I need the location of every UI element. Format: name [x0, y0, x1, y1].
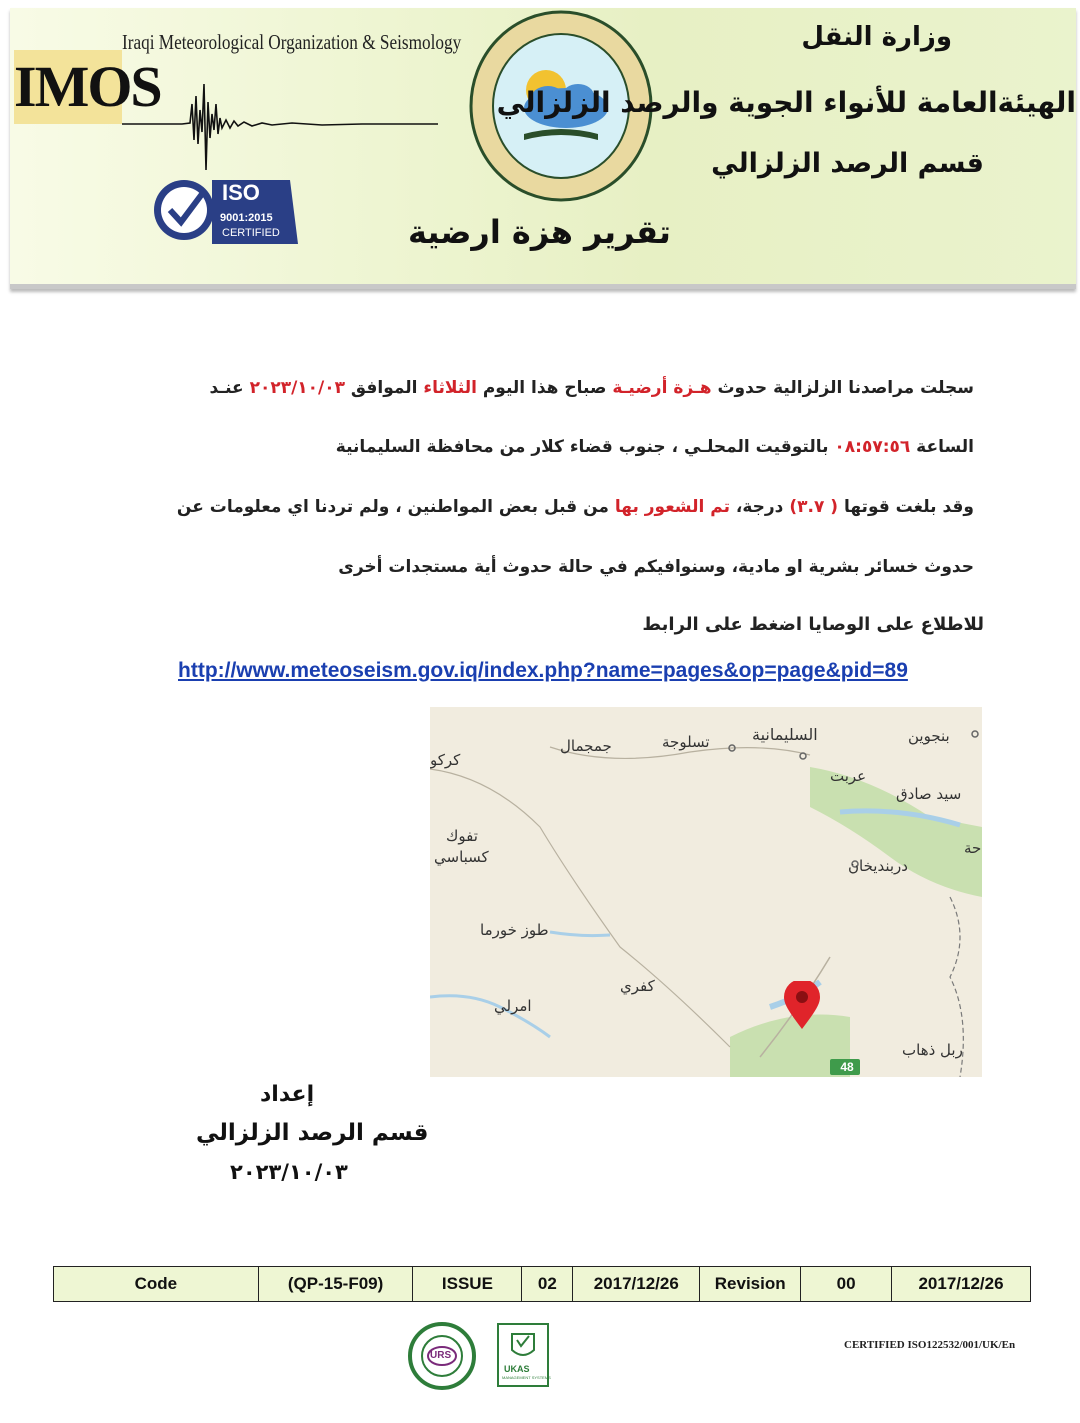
map-label-taslujah: تسلوجة	[662, 733, 710, 751]
revision-value: 00	[801, 1267, 892, 1302]
code-label: Code	[54, 1267, 259, 1302]
epicenter-pin-icon[interactable]	[780, 981, 824, 1031]
iso-certification-badge	[150, 172, 300, 256]
report-title: تقرير هزة ارضية	[408, 213, 671, 251]
organization-name-en: Iraqi Meteorological Organization & Seismology	[122, 30, 462, 54]
recommendations-prompt: للاطلاع على الوصايا اضغط على الرابط	[642, 614, 984, 635]
map-label-edge: حة	[964, 839, 982, 857]
map-label-arbat: عربت	[830, 767, 867, 785]
prepared-date: ٢٠٢٣/١٠/٠٣	[230, 1160, 348, 1184]
urs-seal-text: URS	[430, 1350, 452, 1361]
certification-number: CERTIFIED ISO122532/001/UK/En	[844, 1339, 1016, 1351]
code-value: (QP-15-F09)	[258, 1267, 413, 1302]
ministry-name: وزارة النقل	[801, 22, 952, 52]
issue-date: 2017/12/26	[573, 1267, 700, 1302]
map-label-tuz-khurmatu: طوز خورما	[480, 921, 549, 939]
department-name: قسم الرصد الزلزالي	[711, 148, 984, 179]
map-label-sayid-sadiq: سيد صادق	[896, 785, 962, 803]
map-label-qasr-shirin: ربل ذهاب	[902, 1041, 963, 1059]
map-label-chamchamal: جمجمال	[560, 737, 612, 755]
map-label-sulaymaniyah: السليمانية	[752, 725, 818, 744]
map-label-kifri: كفري	[620, 977, 655, 995]
imos-logo: IMOS	[14, 50, 122, 124]
prepared-by: قسم الرصد الزلزالي	[196, 1120, 429, 1146]
document-control-table	[53, 1266, 1031, 1302]
issue-value: 02	[522, 1267, 573, 1302]
map-label-darbandikhan: دربنديخان	[848, 857, 908, 875]
iso-standard: 9001:2015	[220, 212, 273, 224]
map-label-tafuq: تفوك	[446, 827, 478, 845]
map-base	[430, 707, 982, 1077]
ukas-seal-icon	[496, 1322, 550, 1392]
iso-certified-label: CERTIFIED	[222, 227, 280, 239]
map-label-amerli: امرلي	[494, 997, 532, 1015]
recommendations-link[interactable]: http://www.meteoseism.gov.iq/index.php?name=pages&op=page&pid=89	[178, 659, 908, 682]
report-line-2: الساعة ٠٨:٥٧:٥٦ بالتوقيت المحلـي ، جنوب قضاء كلار من محافظة السليمانية	[335, 437, 974, 457]
road-badge: 48	[840, 1060, 854, 1074]
report-line-1: سجلت مراصدنا الزلزالية حدوث هـزة أرضيـة صباح هذا اليوم الثلاثاء الموافق ٢٠٢٣/١٠/٠٣ عنـد	[209, 378, 974, 398]
report-line-4: حدوث خسائر بشرية او مادية، وسنوافيكم في حالة حدوث أية مستجدات أخرى	[338, 557, 974, 577]
iso-label: ISO	[222, 180, 260, 205]
table-row	[54, 1267, 1031, 1302]
urs-seal-icon	[408, 1322, 476, 1394]
authority-name: الهيئةالعامة للأنواء الجوية والرصد الزلزالي	[496, 86, 1076, 119]
issue-label: ISSUE	[413, 1267, 522, 1302]
prepared-label: إعداد	[260, 1082, 315, 1107]
ukas-seal-text: UKAS	[504, 1364, 530, 1374]
map-label-penjwen: بنجوين	[908, 727, 950, 745]
epicenter-map[interactable]	[430, 707, 982, 1077]
map-label-kasbasi: كسباسي	[434, 848, 489, 866]
ukas-seal-subtext: MANAGEMENT SYSTEMS	[502, 1375, 551, 1380]
revision-label: Revision	[700, 1267, 801, 1302]
map-label-kirkuk: كركو	[430, 751, 461, 769]
seismograph-trace-icon	[122, 74, 438, 184]
report-line-3: وقد بلغت قوتها ( ٣.٧) درجة، تم الشعور بها من قبل بعض المواطنين ، ولم تردنا اي معلومات عن	[176, 497, 974, 517]
revision-date: 2017/12/26	[892, 1267, 1031, 1302]
